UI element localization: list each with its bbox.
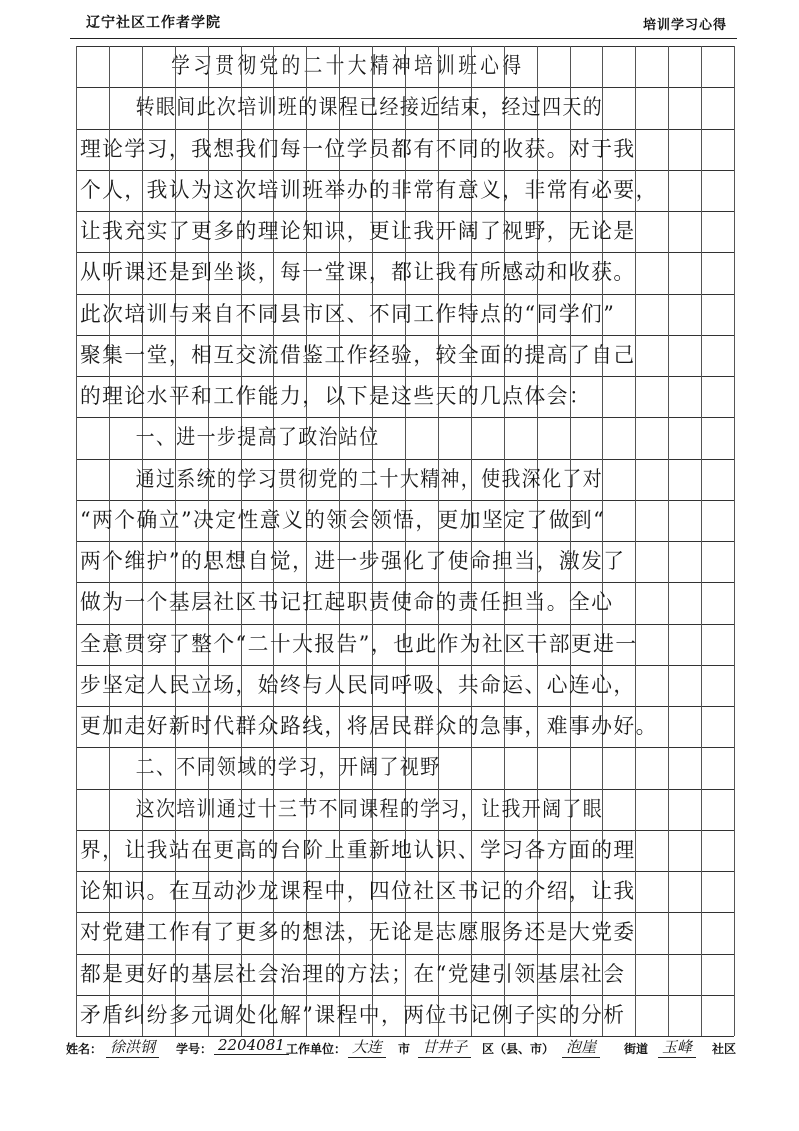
district-label: 区（县、市） (482, 1042, 555, 1056)
essay-line: 从听课还是到坐谈，每一堂课，都让我有所感动和收获。 (79, 260, 636, 285)
community-value: 玉峰 (658, 1036, 696, 1058)
school-name: 辽宁社区工作者学院 (86, 15, 221, 31)
name-value: 徐洪钢 (106, 1036, 159, 1058)
essay-line: 二、不同领域的学习，开阔了视野 (135, 755, 441, 780)
essay-line: 都是更好的基层社会治理的方法；在“党建引领基层社会 (79, 961, 626, 986)
unit-label: 工作单位： (286, 1042, 347, 1056)
essay-line: 此次培训与来自不同县市区、不同工作特点的“同学们” (79, 301, 616, 326)
grid-row-line (76, 1036, 734, 1037)
essay-line: 这次培训通过十三节不同课程的学习，让我开阔了眼 (135, 796, 604, 821)
essay-line: 两个维护”的思想自觉，进一步强化了使命担当，激发了 (79, 549, 626, 573)
district-value: 甘井子 (418, 1036, 471, 1058)
essay-line: “两个确立”决定性意义的领会领悟，更加坚定了做到“ (79, 507, 606, 532)
grid-column-line (734, 46, 735, 1036)
name-label: 姓名： (66, 1042, 103, 1056)
essay-line: 步坚定人民立场，始终与人民同呼吸、共命运、心连心， (79, 672, 636, 697)
essay-line: 通过系统的学习贯彻党的二十大精神，使我深化了对 (135, 466, 604, 491)
city-label: 市 (398, 1042, 411, 1056)
essay-line: 论知识。在互动沙龙课程中，四位社区书记的介绍，让我 (79, 879, 636, 903)
essay-line: 更加走好新时代群众路线，将居民群众的急事，难事办好。 (79, 714, 658, 738)
essay-title: 学习贯彻党的二十大精神培训班心得 (171, 54, 525, 79)
section-label: 培训学习心得 (642, 18, 727, 33)
essay-line: 的理论水平和工作能力，以下是这些天的几点体会： (79, 384, 592, 408)
header-rule (70, 38, 737, 39)
essay-line: 全意贯穿了整个“二十大报告”，也此作为社区干部更进一 (79, 631, 638, 656)
id-label: 学号： (176, 1042, 213, 1056)
community-label: 社区 (712, 1042, 737, 1056)
id-value: 2204081 (214, 1036, 289, 1055)
essay-line: 对党建工作有了更多的想法，无论是志愿服务还是大党委 (79, 920, 636, 945)
manuscript-grid (76, 46, 734, 1036)
essay-line: 聚集一堂，相互交流借鉴工作经验，较全面的提高了自己 (79, 342, 636, 367)
essay-line: 转眼间此次培训班的课程已经接近结束，经过四天的 (135, 95, 604, 120)
essay-line: 理论学习，我想我们每一位学员都有不同的收获。对于我 (79, 136, 636, 161)
essay-line: 个人，我认为这次培训班举办的非常有意义，非常有必要， (79, 177, 658, 202)
street-label: 街道 (624, 1042, 649, 1056)
street-value: 泡崖 (562, 1036, 600, 1058)
essay-line: 做为一个基层社区书记扛起职责使命的责任担当。全心 (79, 590, 614, 615)
footer (66, 1036, 746, 1070)
essay-line: 界，让我站在更高的台阶上重新地认识、学习各方面的理 (79, 837, 636, 862)
city-value: 大连 (348, 1036, 386, 1058)
essay-line: 矛盾纠纷多元调处化解”课程中，两位书记例子实的分析 (79, 1002, 626, 1027)
essay-line: 让我充实了更多的理论知识，更让我开阔了视野，无论是 (79, 219, 636, 243)
essay-line: 一、进一步提高了政治站位 (135, 425, 380, 450)
